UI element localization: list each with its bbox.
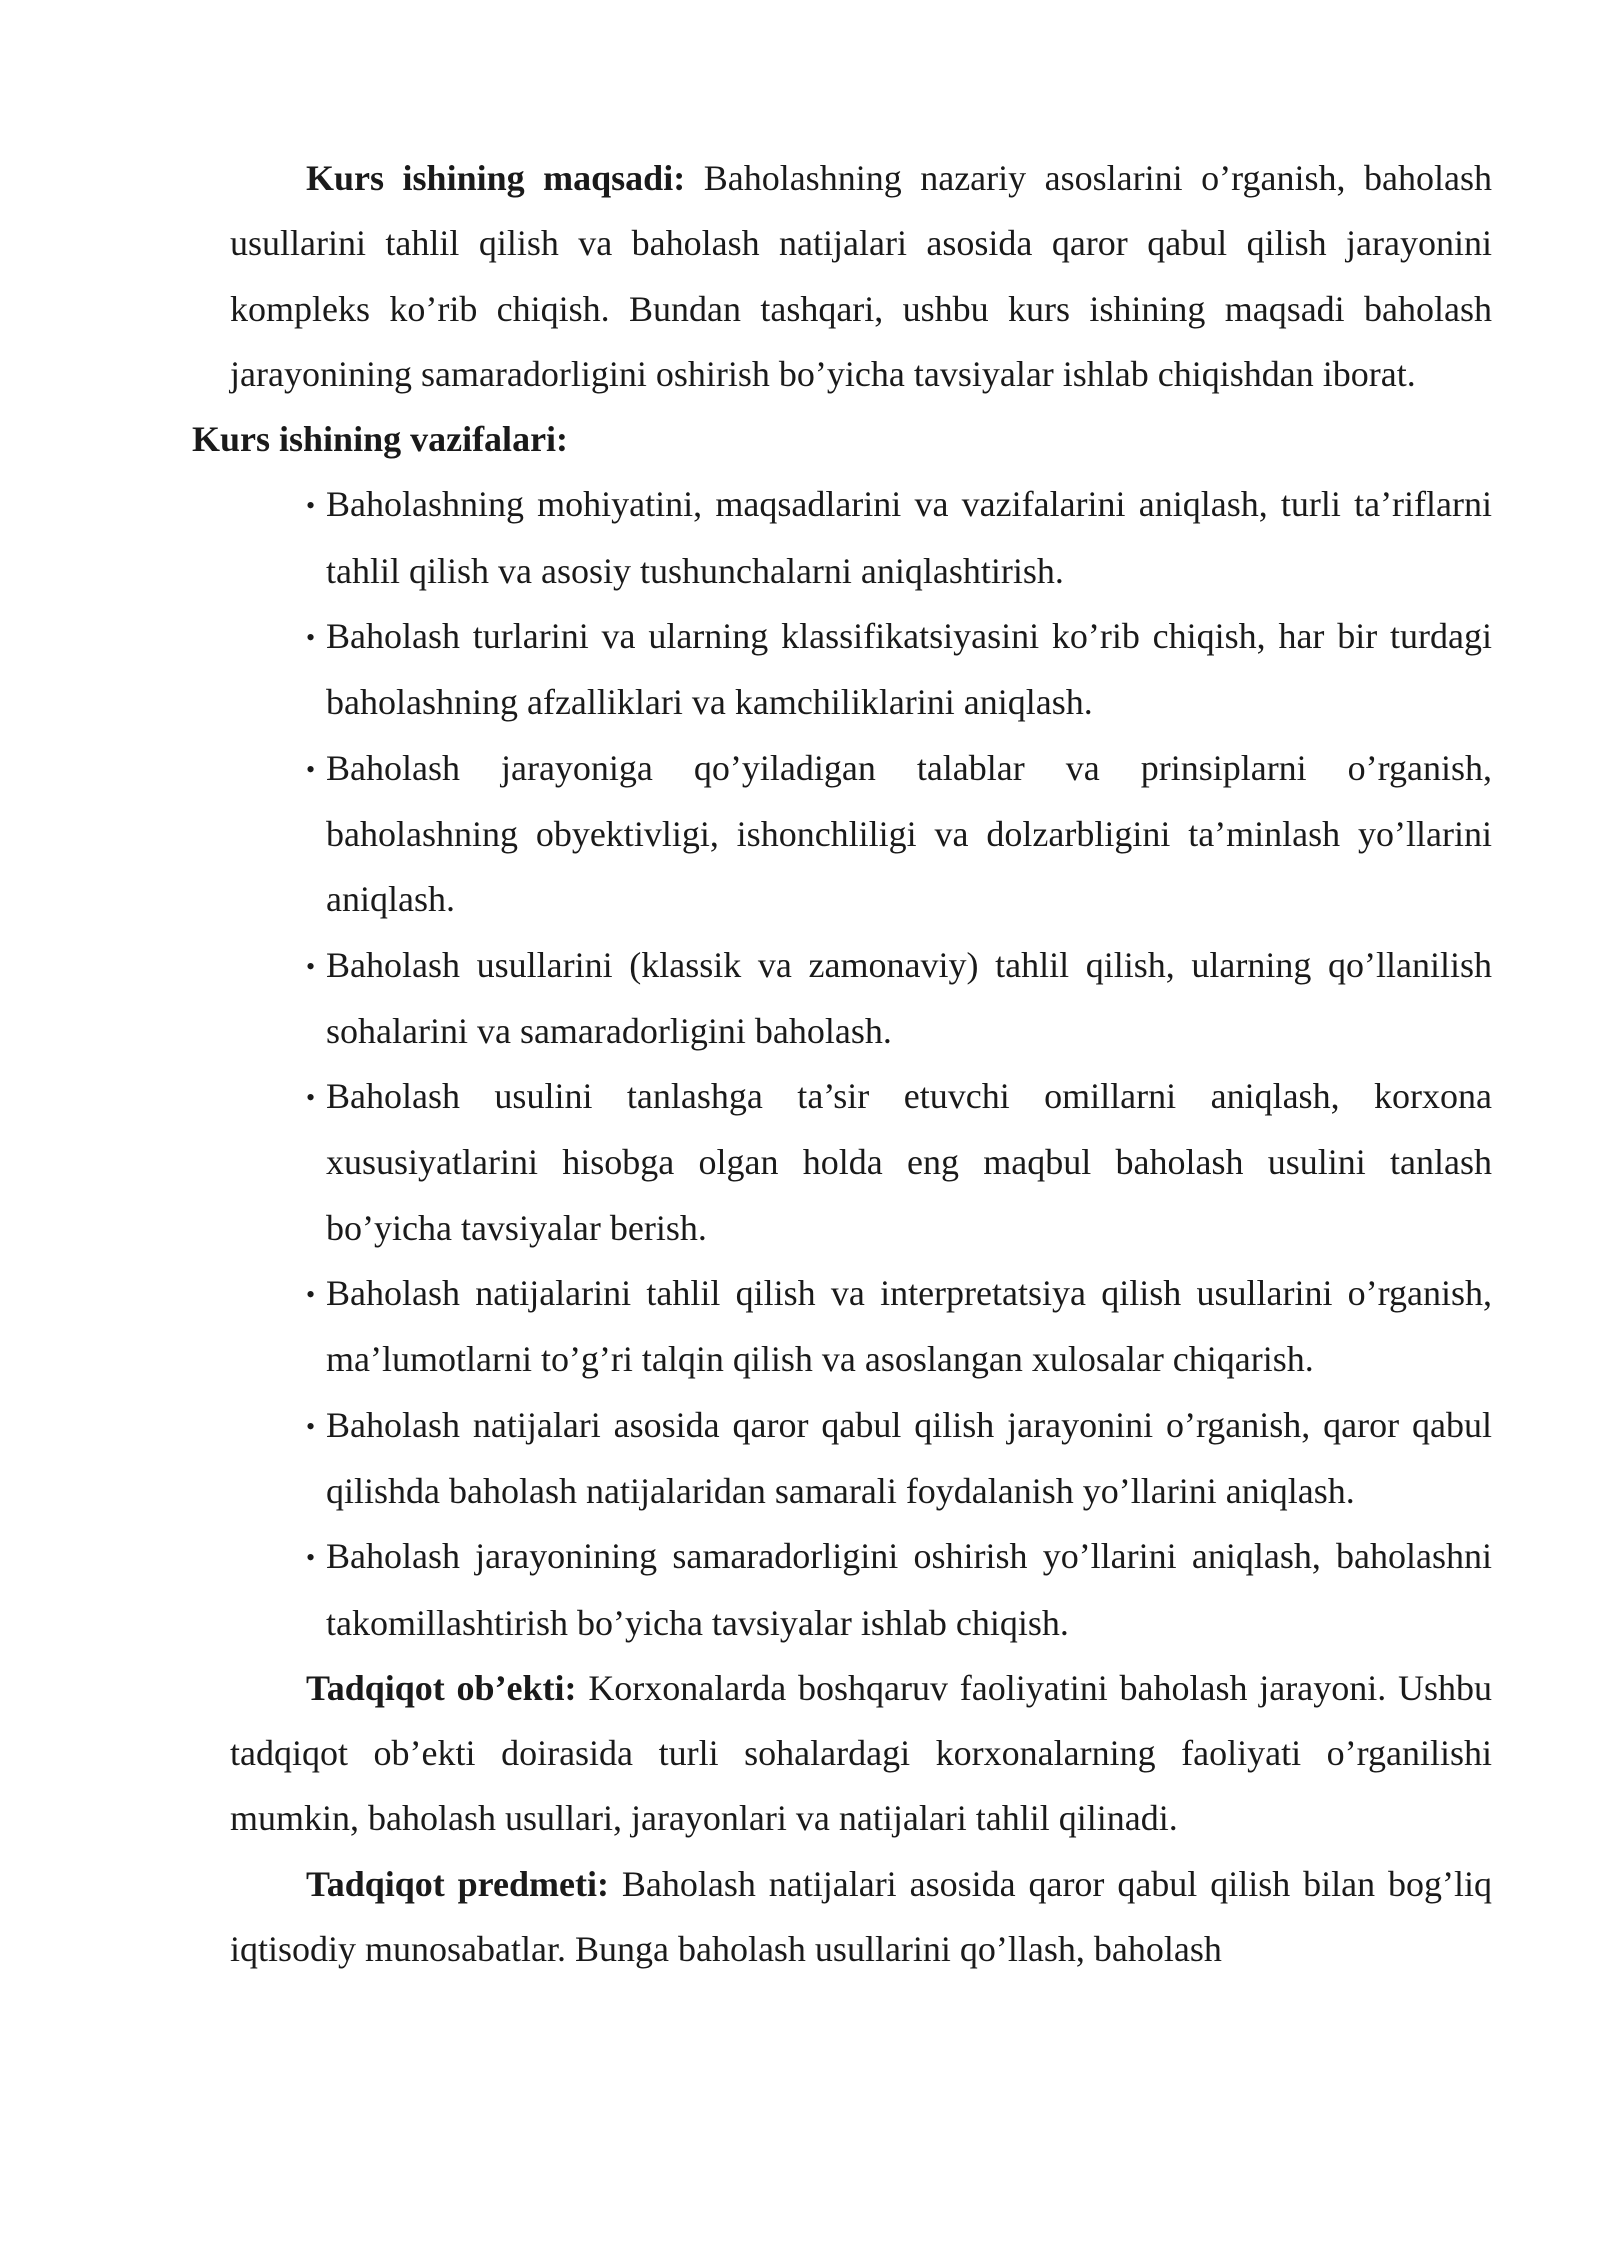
- task-text: Baholash turlarini va ularning klassifikatsiyasini ko’rib chiqish, har bir turdagi baholashning afzalliklari va kamchiliklarini aniqlash.: [326, 616, 1492, 723]
- task-text: Baholash jarayonining samaradorligini oshirish yo’llarini aniqlash, baholashni takomillashtirish bo’yicha tavsiyalar ishlab chiqish.: [326, 1536, 1492, 1643]
- object-label: Tadqiqot ob’ekti:: [306, 1667, 577, 1708]
- task-text: Baholash natijalarini tahlil qilish va interpretatsiya qilish usullarini o’rganish, ma’lumotlarni to’g’ri talqin qilish va asoslangan xulosalar chiqarish.: [326, 1273, 1492, 1380]
- tasks-heading: Kurs ishining vazifalari:: [192, 419, 569, 460]
- bullet-icon: •: [306, 1083, 316, 1113]
- object-paragraph: [230, 1656, 1492, 1852]
- object-text: Korxonalarda boshqaruv faoliyatini baholash jarayoni. Ushbu tadqiqot ob’ekti doirasida turli sohalardagi korxonalarning faoliyati o’rganilishi mumkin, baholash usullari, jarayonlari va natijalari tahlil qilinadi.: [230, 1667, 1492, 1839]
- task-text: Baholash usullarini (klassik va zamonaviy) tahlil qilish, ularning qo’llanilish sohalarini va samaradorligini baholash.: [326, 944, 1492, 1051]
- bullet-icon: •: [306, 754, 316, 784]
- purpose-label: Kurs ishining maqsadi:: [306, 158, 686, 198]
- purpose-paragraph: [230, 146, 1492, 407]
- task-item: [306, 736, 1492, 933]
- bullet-icon: •: [306, 1543, 316, 1573]
- task-text: Baholash jarayoniga qo’yiladigan talablar va prinsiplarni o’rganish, baholashning obyektivligi, ishonchliligi va dolzarbligini ta’minlash yo’llarini aniqlash.: [326, 747, 1492, 920]
- task-item: [306, 1064, 1492, 1261]
- task-text: Baholash usulini tanlashga ta’sir etuvchi omillarni aniqlash, korxona xususiyatlarini hisobga olgan holda eng maqbul baholash usulini tanlash bo’yicha tavsiyalar berish.: [326, 1076, 1492, 1248]
- subject-text: Baholash natijalari asosida qaror qabul qilish bilan bog’liq iqtisodiy munosabatlar. Bunga baholash usullarini qo’llash, baholash: [230, 1863, 1492, 1970]
- bullet-icon: •: [306, 951, 316, 981]
- task-item: [306, 1393, 1492, 1525]
- task-item: [306, 1261, 1492, 1393]
- bullet-icon: •: [306, 1280, 316, 1310]
- bullet-icon: •: [306, 491, 316, 521]
- bullet-icon: •: [306, 623, 316, 653]
- task-item: [306, 604, 1492, 736]
- bullet-icon: •: [306, 1411, 316, 1441]
- task-item: [306, 1524, 1492, 1656]
- task-item: [306, 472, 1492, 604]
- task-text: Baholash natijalari asosida qaror qabul qilish jarayonini o’rganish, qaror qabul qilishda baholash natijalaridan samarali foydalanish yo’llarini aniqlash.: [326, 1404, 1492, 1511]
- tasks-list: [230, 472, 1492, 1655]
- task-text: Baholashning mohiyatini, maqsadlarini va vazifalarini aniqlash, turli ta’riflarni tahlil qilish va asosiy tushunchalarni aniqlashtirish.: [326, 484, 1492, 591]
- document-page: [192, 146, 1492, 1982]
- task-item: [306, 933, 1492, 1065]
- purpose-text: Baholashning nazariy asoslarini o’rganish, baholash usullarini tahlil qilish va baholash natijalari asosida qaror qabul qilish jarayonini kompleks ko’rib chiqish. Bundan tashqari, ushbu kurs ishining maqsadi baholash jarayonining samaradorligini oshirish bo’yicha tavsiyalar ishlab chiqishdan iborat.: [230, 158, 1492, 394]
- subject-paragraph: [230, 1852, 1492, 1983]
- subject-label: Tadqiqot predmeti:: [306, 1863, 609, 1904]
